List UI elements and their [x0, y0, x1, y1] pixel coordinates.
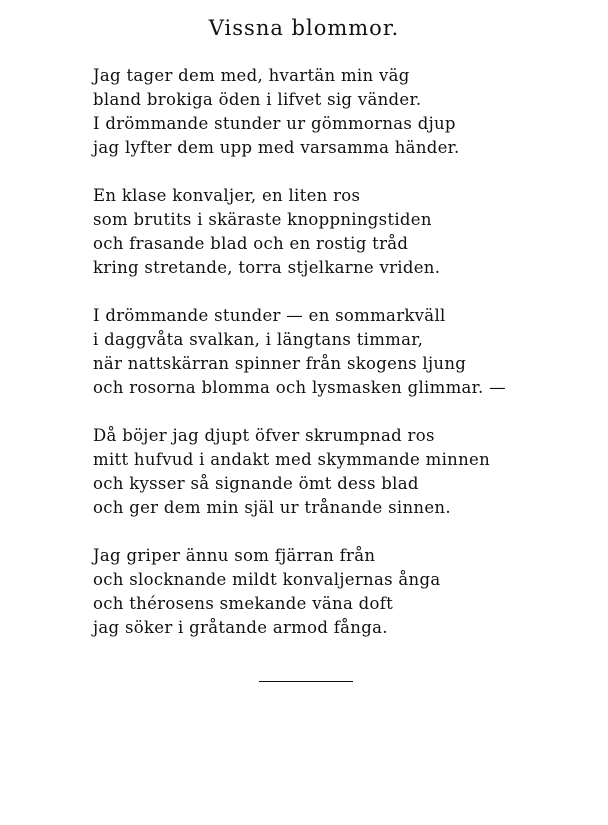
stanza-2	[93, 184, 593, 280]
poem-line: och slocknande mildt konvaljernas ånga	[93, 570, 441, 589]
poem-line: mitt hufvud i andakt med skymmande minnen	[93, 450, 491, 469]
poem-line: I drömmande stunder ur gömmornas djup	[93, 114, 456, 133]
stanza-1	[93, 64, 593, 160]
poem-line: bland brokiga öden i lifvet sig vänder.	[93, 90, 422, 109]
poem-line: och frasande blad och en rostig tråd	[93, 234, 409, 253]
stanza-5	[93, 544, 593, 640]
poem-line: och ger dem min själ ur trånande sinnen.	[93, 498, 451, 517]
poem-line: som brutits i skäraste knoppningstiden	[93, 210, 432, 229]
poem-line: Jag griper ännu som fjärran från	[93, 546, 376, 565]
poem-line: och rosorna blomma och lysmasken glimmar. —	[93, 378, 506, 397]
poem-line: och thérosens smekande väna doft	[93, 594, 394, 613]
stanza-4	[93, 424, 593, 520]
poem-line: och kysser så signande ömt dess blad	[93, 474, 419, 493]
poem-line: Jag tager dem med, hvartän min väg	[93, 66, 410, 85]
poem-line: En klase konvaljer, en liten ros	[93, 186, 361, 205]
poem-body	[93, 64, 593, 664]
poem-line: I drömmande stunder — en sommarkväll	[93, 306, 446, 325]
poem-line: kring stretande, torra stjelkarne vriden.	[93, 258, 441, 277]
poem-line: när nattskärran spinner från skogens ljung	[93, 354, 467, 373]
stanza-3	[93, 304, 593, 400]
poem-title: Vissna blommor.	[208, 16, 400, 40]
poem-line: Då böjer jag djupt öfver skrumpnad ros	[93, 426, 435, 445]
poem-line: i daggvåta svalkan, i längtans timmar,	[93, 330, 424, 349]
poem-line: jag lyfter dem upp med varsamma händer.	[93, 138, 460, 157]
section-divider	[259, 681, 353, 682]
poem-line: jag söker i gråtande armod fånga.	[93, 618, 388, 637]
